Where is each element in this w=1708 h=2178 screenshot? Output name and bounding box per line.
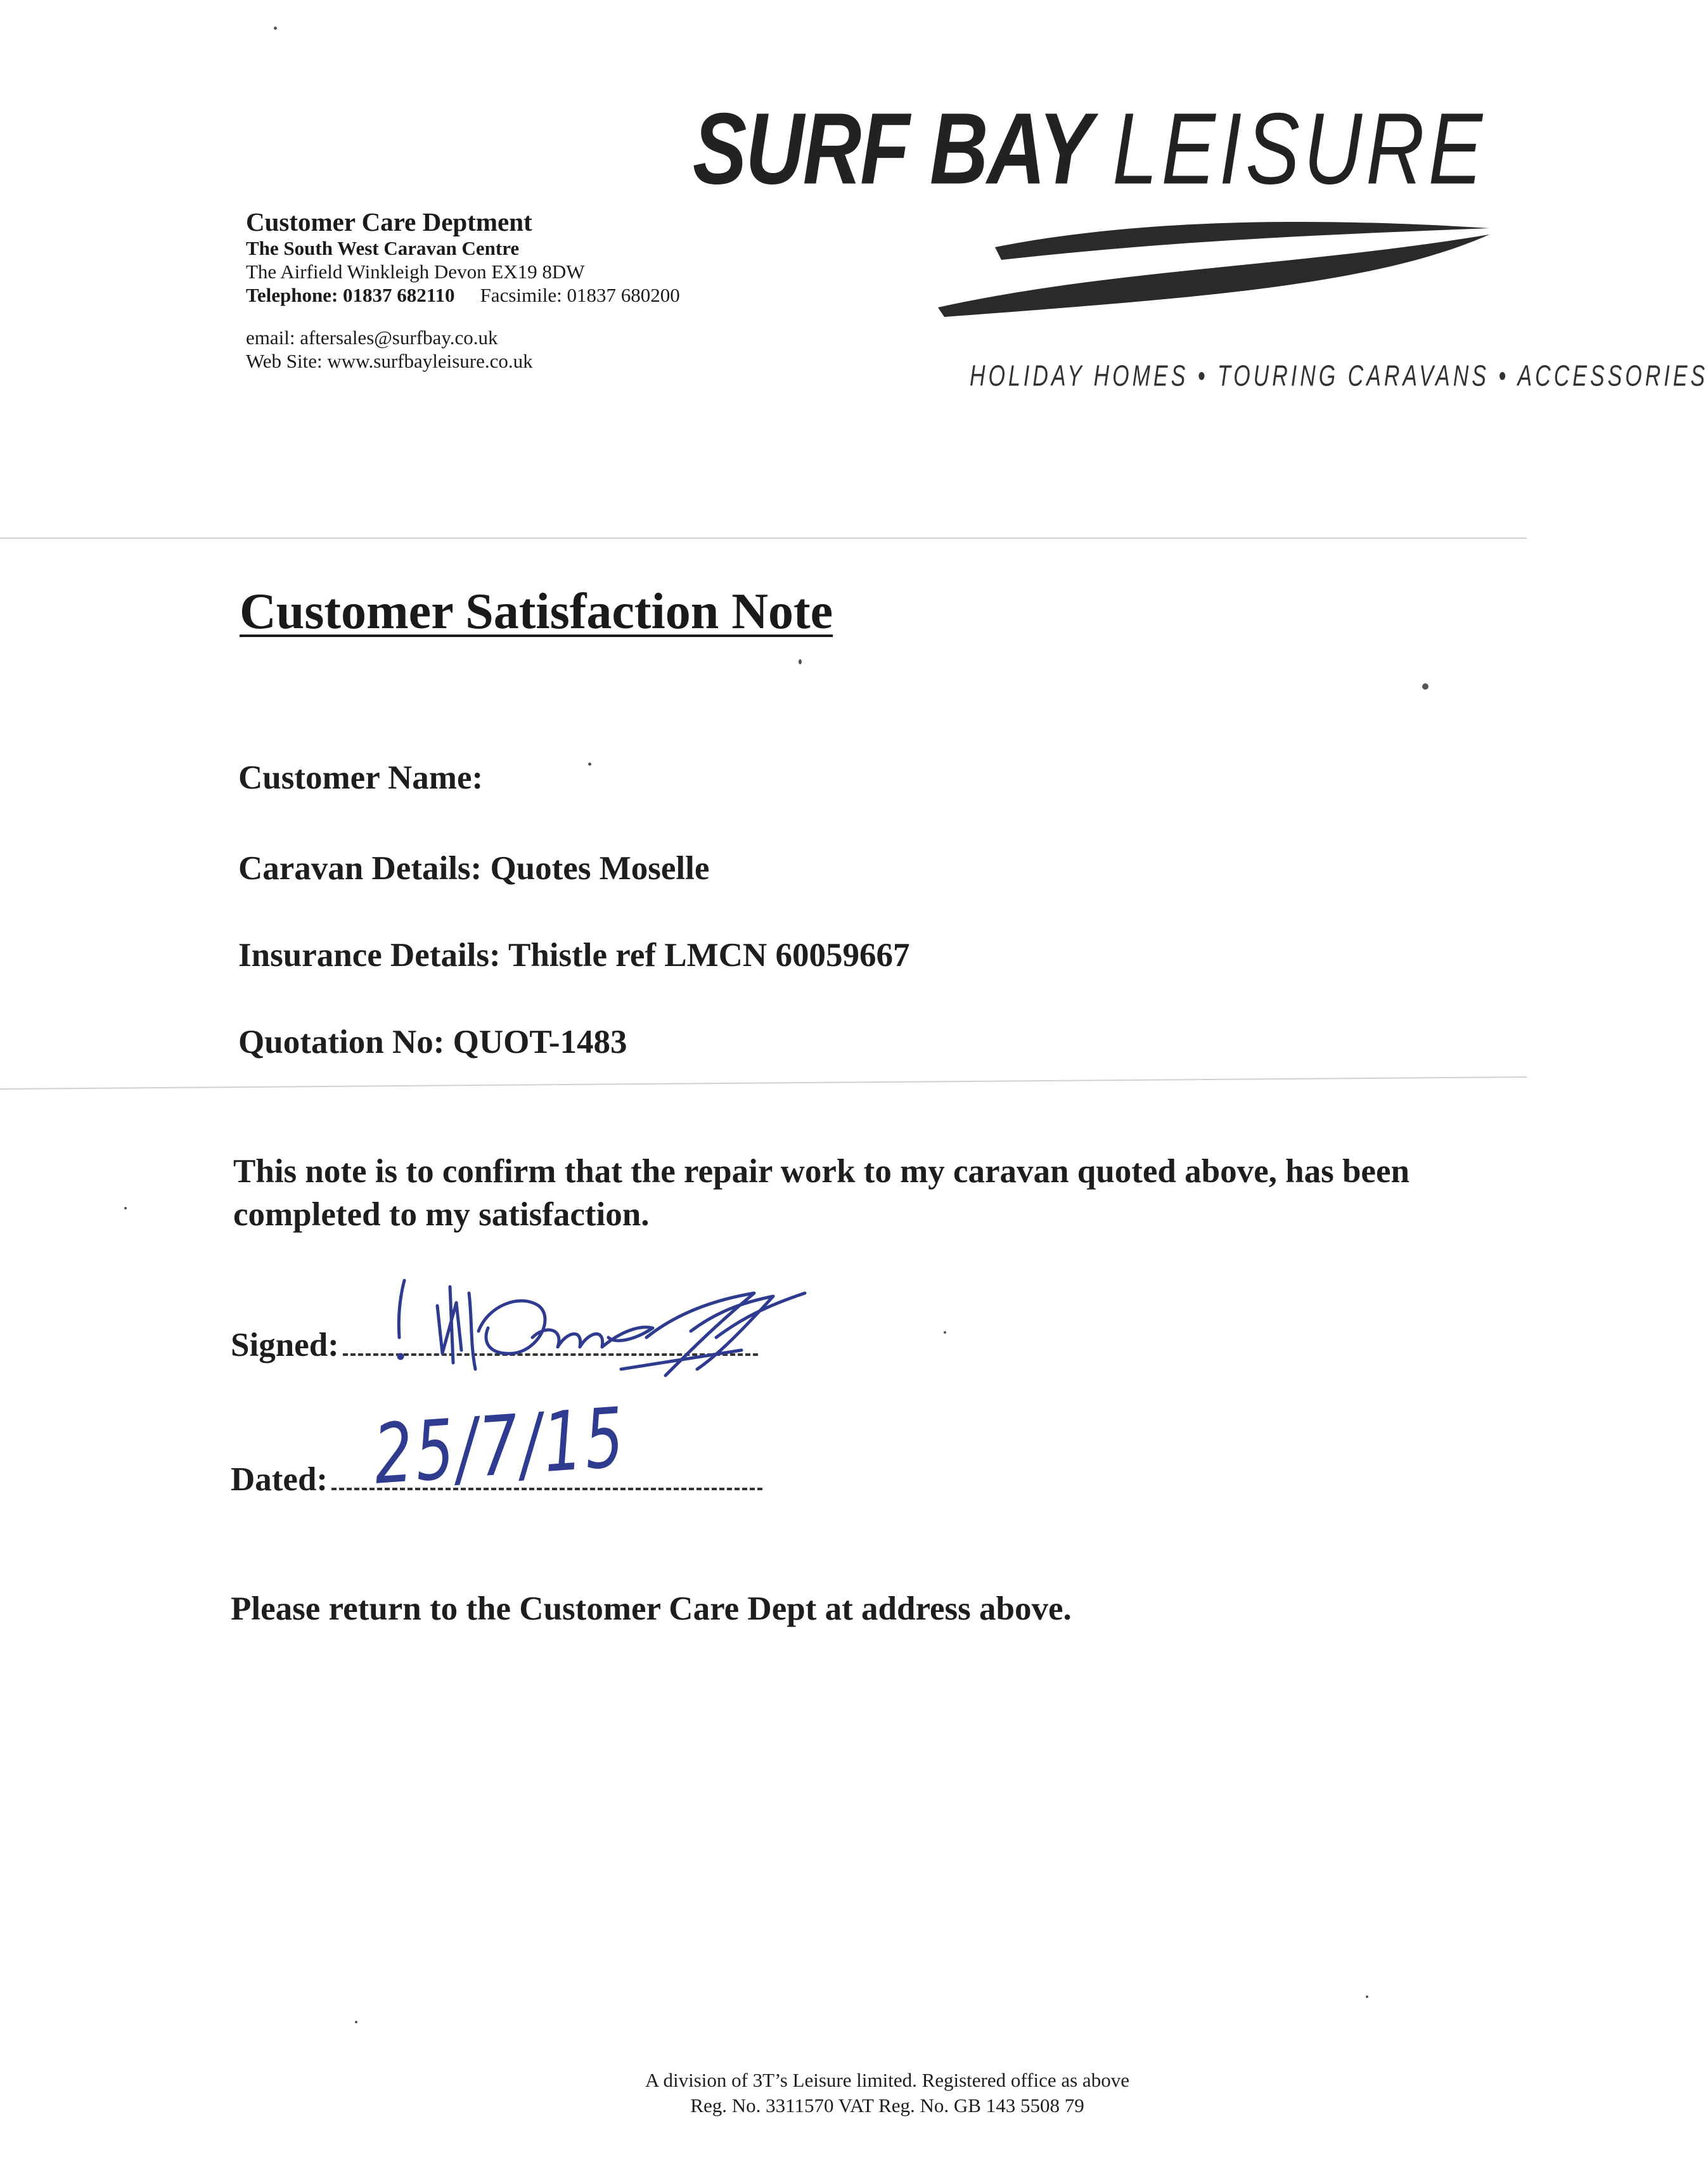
logo-word-light: LEISURE [1112,92,1486,206]
footer-line-1: A division of 3T’s Leisure limited. Registered office as above [645,2069,1129,2091]
logo-wordmark [693,91,1486,207]
scan-speck [944,1331,946,1334]
company-logo [692,92,1708,406]
sender-address-block [246,207,680,373]
dated-label: Dated: [231,1461,328,1498]
sender-department: Customer Care Deptment [246,207,532,236]
scan-speck [274,27,277,30]
sender-centre: The South West Caravan Centre [246,237,520,260]
footer-line-2: Reg. No. 3311570 VAT Reg. No. GB 143 5508 79 [690,2094,1084,2117]
customer-name-label: Customer Name: [238,759,484,796]
sender-email: email: aftersales@surfbay.co.uk [246,326,498,349]
scan-speck [588,763,591,766]
signed-label: Signed: [231,1327,339,1363]
sender-telephone: Telephone: 01837 682110 [246,283,455,306]
scan-speck [1422,683,1429,690]
caravan-details: Caravan Details: Quotes Moselle [238,850,710,887]
logo-swoosh-icon [932,209,1496,336]
confirmation-statement: This note is to confirm that the repair work to my caravan quoted above, has been completed to my satisfaction. [233,1153,1409,1233]
handwritten-date: 25/7/15 [371,1389,629,1503]
scan-speck [124,1207,127,1209]
footer [444,2068,1331,2119]
logo-tagline: HOLIDAY HOMES • TOURING CARAVANS • ACCESSORIES [970,360,1708,393]
return-instruction: Please return to the Customer Care Dept at address above. [231,1590,1072,1627]
scan-speck [799,659,802,664]
fold-crease [0,1076,1527,1090]
quotation-number: Quotation No: QUOT-1483 [238,1024,627,1060]
sender-contact [246,326,680,373]
sender-facsimile: Facsimile: 01837 680200 [480,283,680,306]
scan-speck [355,2021,357,2023]
page-title: Customer Satisfaction Note [240,584,833,640]
sender-address: The Airfield Winkleigh Devon EX19 8DW [246,260,585,283]
sender-website: Web Site: www.surfbayleisure.co.uk [246,350,533,373]
sender-phone-line [246,284,680,307]
insurance-details: Insurance Details: Thistle ref LMCN 60059667 [238,937,910,974]
fold-crease [0,538,1527,539]
scan-speck [1366,1995,1368,1998]
logo-word-bold: SURF BAY [692,92,1091,206]
